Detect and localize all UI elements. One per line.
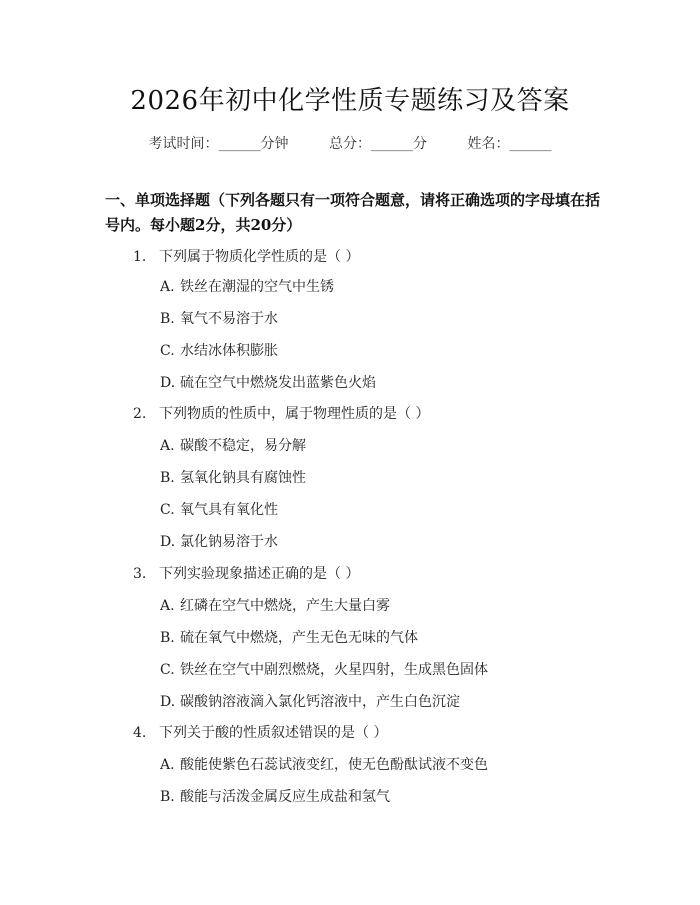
option-text: 红磷在空气中燃烧，产生大量白雾 (180, 598, 390, 614)
option-text: 硫在空气中燃烧发出蓝紫色火焰 (180, 375, 376, 391)
option-text: 氯化钠易溶于水 (180, 534, 278, 550)
option-letter: B. (160, 311, 175, 327)
question-1-option-d (160, 372, 376, 392)
option-letter: B. (160, 789, 175, 805)
question-text: 下列关于酸的性质叙述错误的是（ ） (159, 725, 388, 741)
option-letter: A. (160, 757, 175, 773)
option-text: 碳酸不稳定，易分解 (180, 438, 306, 454)
option-text: 碳酸钠溶液滴入氯化钙溶液中，产生白色沉淀 (180, 694, 460, 710)
section-heading-single-choice: 一、单项选择题（下列各题只有一项符合题意，请将正确选项的字母填在括号内。每小题2分，共20分） (105, 191, 601, 234)
question-3-option-b (160, 627, 418, 647)
question-number: 3. (133, 566, 147, 582)
option-letter: D. (160, 694, 176, 710)
question-2-option-c (160, 499, 278, 519)
option-text: 酸能与活泼金属反应生成盐和氢气 (180, 789, 390, 805)
question-3-option-c (160, 659, 488, 679)
question-1 (133, 246, 359, 266)
option-text: 铁丝在空气中剧烈燃烧，火星四射，生成黑色固体 (180, 662, 488, 678)
option-text: 水结冰体积膨胀 (180, 343, 278, 359)
question-3-option-a (160, 595, 390, 615)
exam-info-line (0, 133, 700, 153)
question-2 (133, 403, 429, 423)
total-score-field: 总分：______分 (329, 136, 427, 152)
option-letter: B. (160, 470, 175, 486)
option-letter: C. (160, 502, 175, 518)
question-number: 1. (133, 249, 147, 265)
option-text: 氢氧化钠具有腐蚀性 (180, 470, 306, 486)
question-2-option-b (160, 467, 306, 487)
option-letter: D. (160, 534, 176, 550)
option-letter: A. (160, 438, 175, 454)
question-1-option-a (160, 276, 334, 296)
option-letter: D. (160, 375, 176, 391)
question-2-option-a (160, 435, 306, 455)
exam-time-field: 考试时间：______分钟 (148, 136, 289, 152)
page-title: 2026年初中化学性质专题练习及答案 (130, 86, 570, 116)
option-letter: A. (160, 598, 175, 614)
option-letter: B. (160, 630, 175, 646)
question-3-option-d (160, 691, 460, 711)
question-1-option-b (160, 308, 278, 328)
question-3 (133, 563, 359, 583)
option-text: 铁丝在潮湿的空气中生锈 (180, 279, 334, 295)
question-4-option-a (160, 754, 488, 774)
option-letter: A. (160, 279, 175, 295)
question-text: 下列实验现象描述正确的是（ ） (159, 566, 360, 582)
option-text: 氧气具有氧化性 (180, 502, 278, 518)
question-number: 4. (133, 725, 147, 741)
question-2-option-d (160, 531, 278, 551)
question-4 (133, 722, 387, 742)
question-text: 下列物质的性质中，属于物理性质的是（ ） (159, 406, 430, 422)
question-4-option-b (160, 786, 390, 806)
question-text: 下列属于物质化学性质的是（ ） (159, 249, 360, 265)
question-number: 2. (133, 406, 147, 422)
option-text: 酸能使紫色石蕊试液变红，使无色酚酞试液不变色 (180, 757, 488, 773)
option-letter: C. (160, 662, 175, 678)
question-1-option-c (160, 340, 278, 360)
option-text: 硫在氧气中燃烧，产生无色无味的气体 (180, 630, 418, 646)
student-name-field: 姓名：______ (467, 136, 552, 152)
option-letter: C. (160, 343, 175, 359)
option-text: 氧气不易溶于水 (180, 311, 278, 327)
